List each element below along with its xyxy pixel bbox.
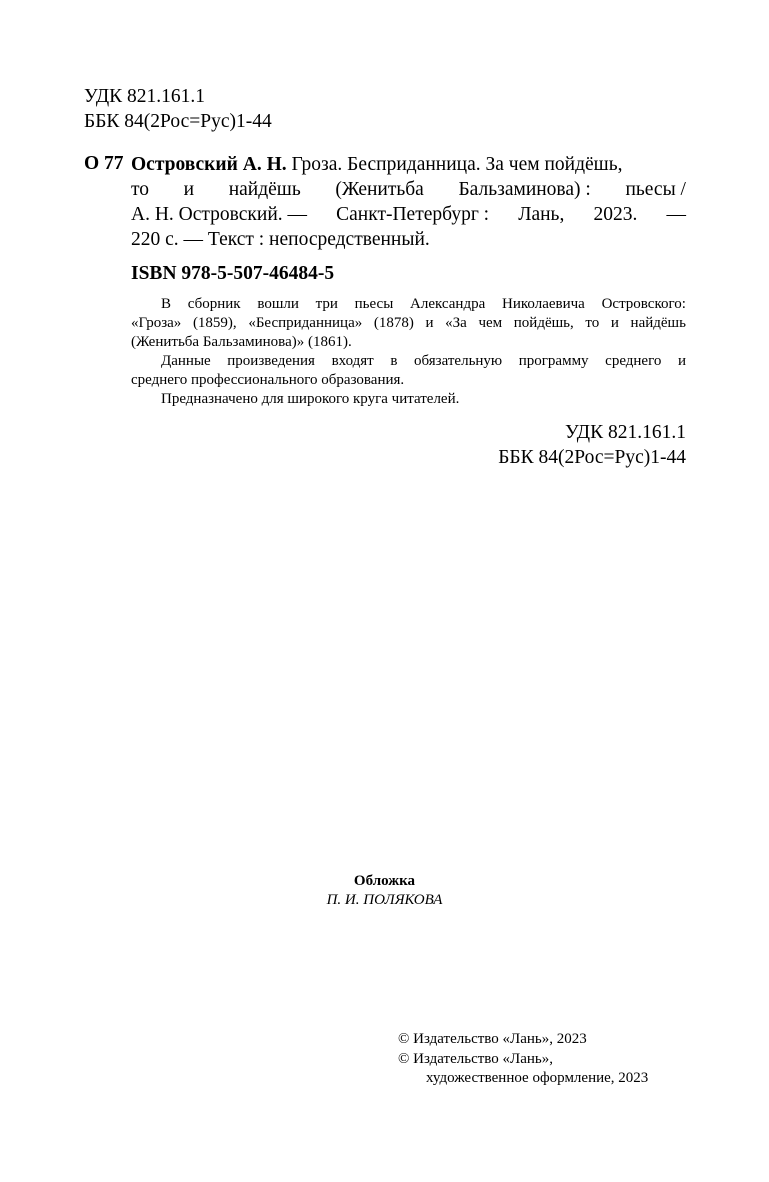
entry-line-2	[131, 177, 686, 202]
word: найдёшь	[228, 179, 301, 200]
bbk-code: ББК 84(2Рос=Рус)1-44	[84, 110, 272, 132]
entry-line-1	[131, 152, 686, 177]
annotation-line	[131, 314, 686, 333]
copyright-line: © Издательство «Лань», 2023	[398, 1031, 587, 1047]
word: —	[666, 204, 686, 225]
copyright-line: © Издательство «Лань»,	[398, 1050, 553, 1067]
word: входят	[331, 353, 374, 369]
entry-line-3	[131, 202, 686, 227]
word: (Женитьба	[335, 179, 424, 200]
word: и	[610, 315, 619, 331]
word: в	[390, 353, 398, 369]
word: пьесы	[354, 296, 394, 312]
udk-code: УДК 821.161.1	[84, 86, 206, 107]
annotation-line	[131, 352, 686, 371]
word: среднего	[605, 353, 662, 369]
classification-codes-bottom	[131, 421, 686, 470]
word: Островского:	[601, 296, 686, 312]
word: А. Н. Островский. —	[131, 204, 308, 225]
copyright-line: художественное оформление, 2023	[426, 1070, 649, 1086]
word: Санкт-Петербург :	[336, 204, 490, 225]
word: Данные	[161, 353, 211, 369]
word: и	[183, 179, 195, 200]
entry-title-start: Гроза. Бесприданница. За чем пойдёшь,	[291, 154, 623, 175]
word: и	[677, 353, 686, 369]
word: обязательную	[414, 353, 503, 369]
annotation-line	[131, 295, 686, 314]
word: (1878)	[373, 315, 414, 331]
annotation-line: Предназначено для широкого круга читателей.	[161, 391, 460, 407]
annotation-line: (Женитьба Бальзаминова)» (1861).	[131, 334, 352, 350]
word: вошли	[257, 296, 299, 312]
word: пойдёшь,	[513, 315, 574, 331]
cover-credit-name: П. И. ПОЛЯКОВА	[326, 892, 443, 908]
author-sign: О 77	[84, 153, 124, 174]
copyright-block	[398, 1030, 648, 1089]
word: и	[425, 315, 434, 331]
word: «За	[445, 315, 467, 331]
word: Александра	[410, 296, 486, 312]
word: найдёшь	[630, 315, 686, 331]
word: произведения	[227, 353, 315, 369]
word: 2023.	[593, 204, 638, 225]
word: Николаевича	[502, 296, 585, 312]
word: пьесы /	[625, 179, 686, 200]
word: то	[131, 179, 150, 200]
annotation-line: среднего профессионального образования.	[131, 372, 405, 388]
cover-credit-title: Обложка	[353, 873, 416, 889]
word: (1859),	[192, 315, 237, 331]
word: три	[315, 296, 338, 312]
entry-author: Островский А. Н.	[131, 154, 287, 175]
word: программу	[518, 353, 589, 369]
entry-line-4: 220 с. — Текст : непосредственный.	[131, 229, 430, 250]
bbk-code: ББК 84(2Рос=Рус)1-44	[498, 446, 686, 468]
word: сборник	[187, 296, 241, 312]
word: чем	[478, 315, 503, 331]
udk-code: УДК 821.161.1	[564, 422, 686, 443]
cover-credit	[0, 872, 769, 910]
word: «Бесприданница»	[248, 315, 363, 331]
word: то	[585, 315, 600, 331]
bibliographic-entry	[131, 152, 686, 252]
isbn: ISBN 978-5-507-46484-5	[131, 263, 335, 284]
word: В	[161, 296, 172, 312]
annotation	[131, 295, 686, 409]
word: Бальзаминова) :	[458, 179, 591, 200]
word: «Гроза»	[131, 315, 182, 331]
classification-codes-top	[84, 85, 272, 134]
word: Лань,	[518, 204, 565, 225]
